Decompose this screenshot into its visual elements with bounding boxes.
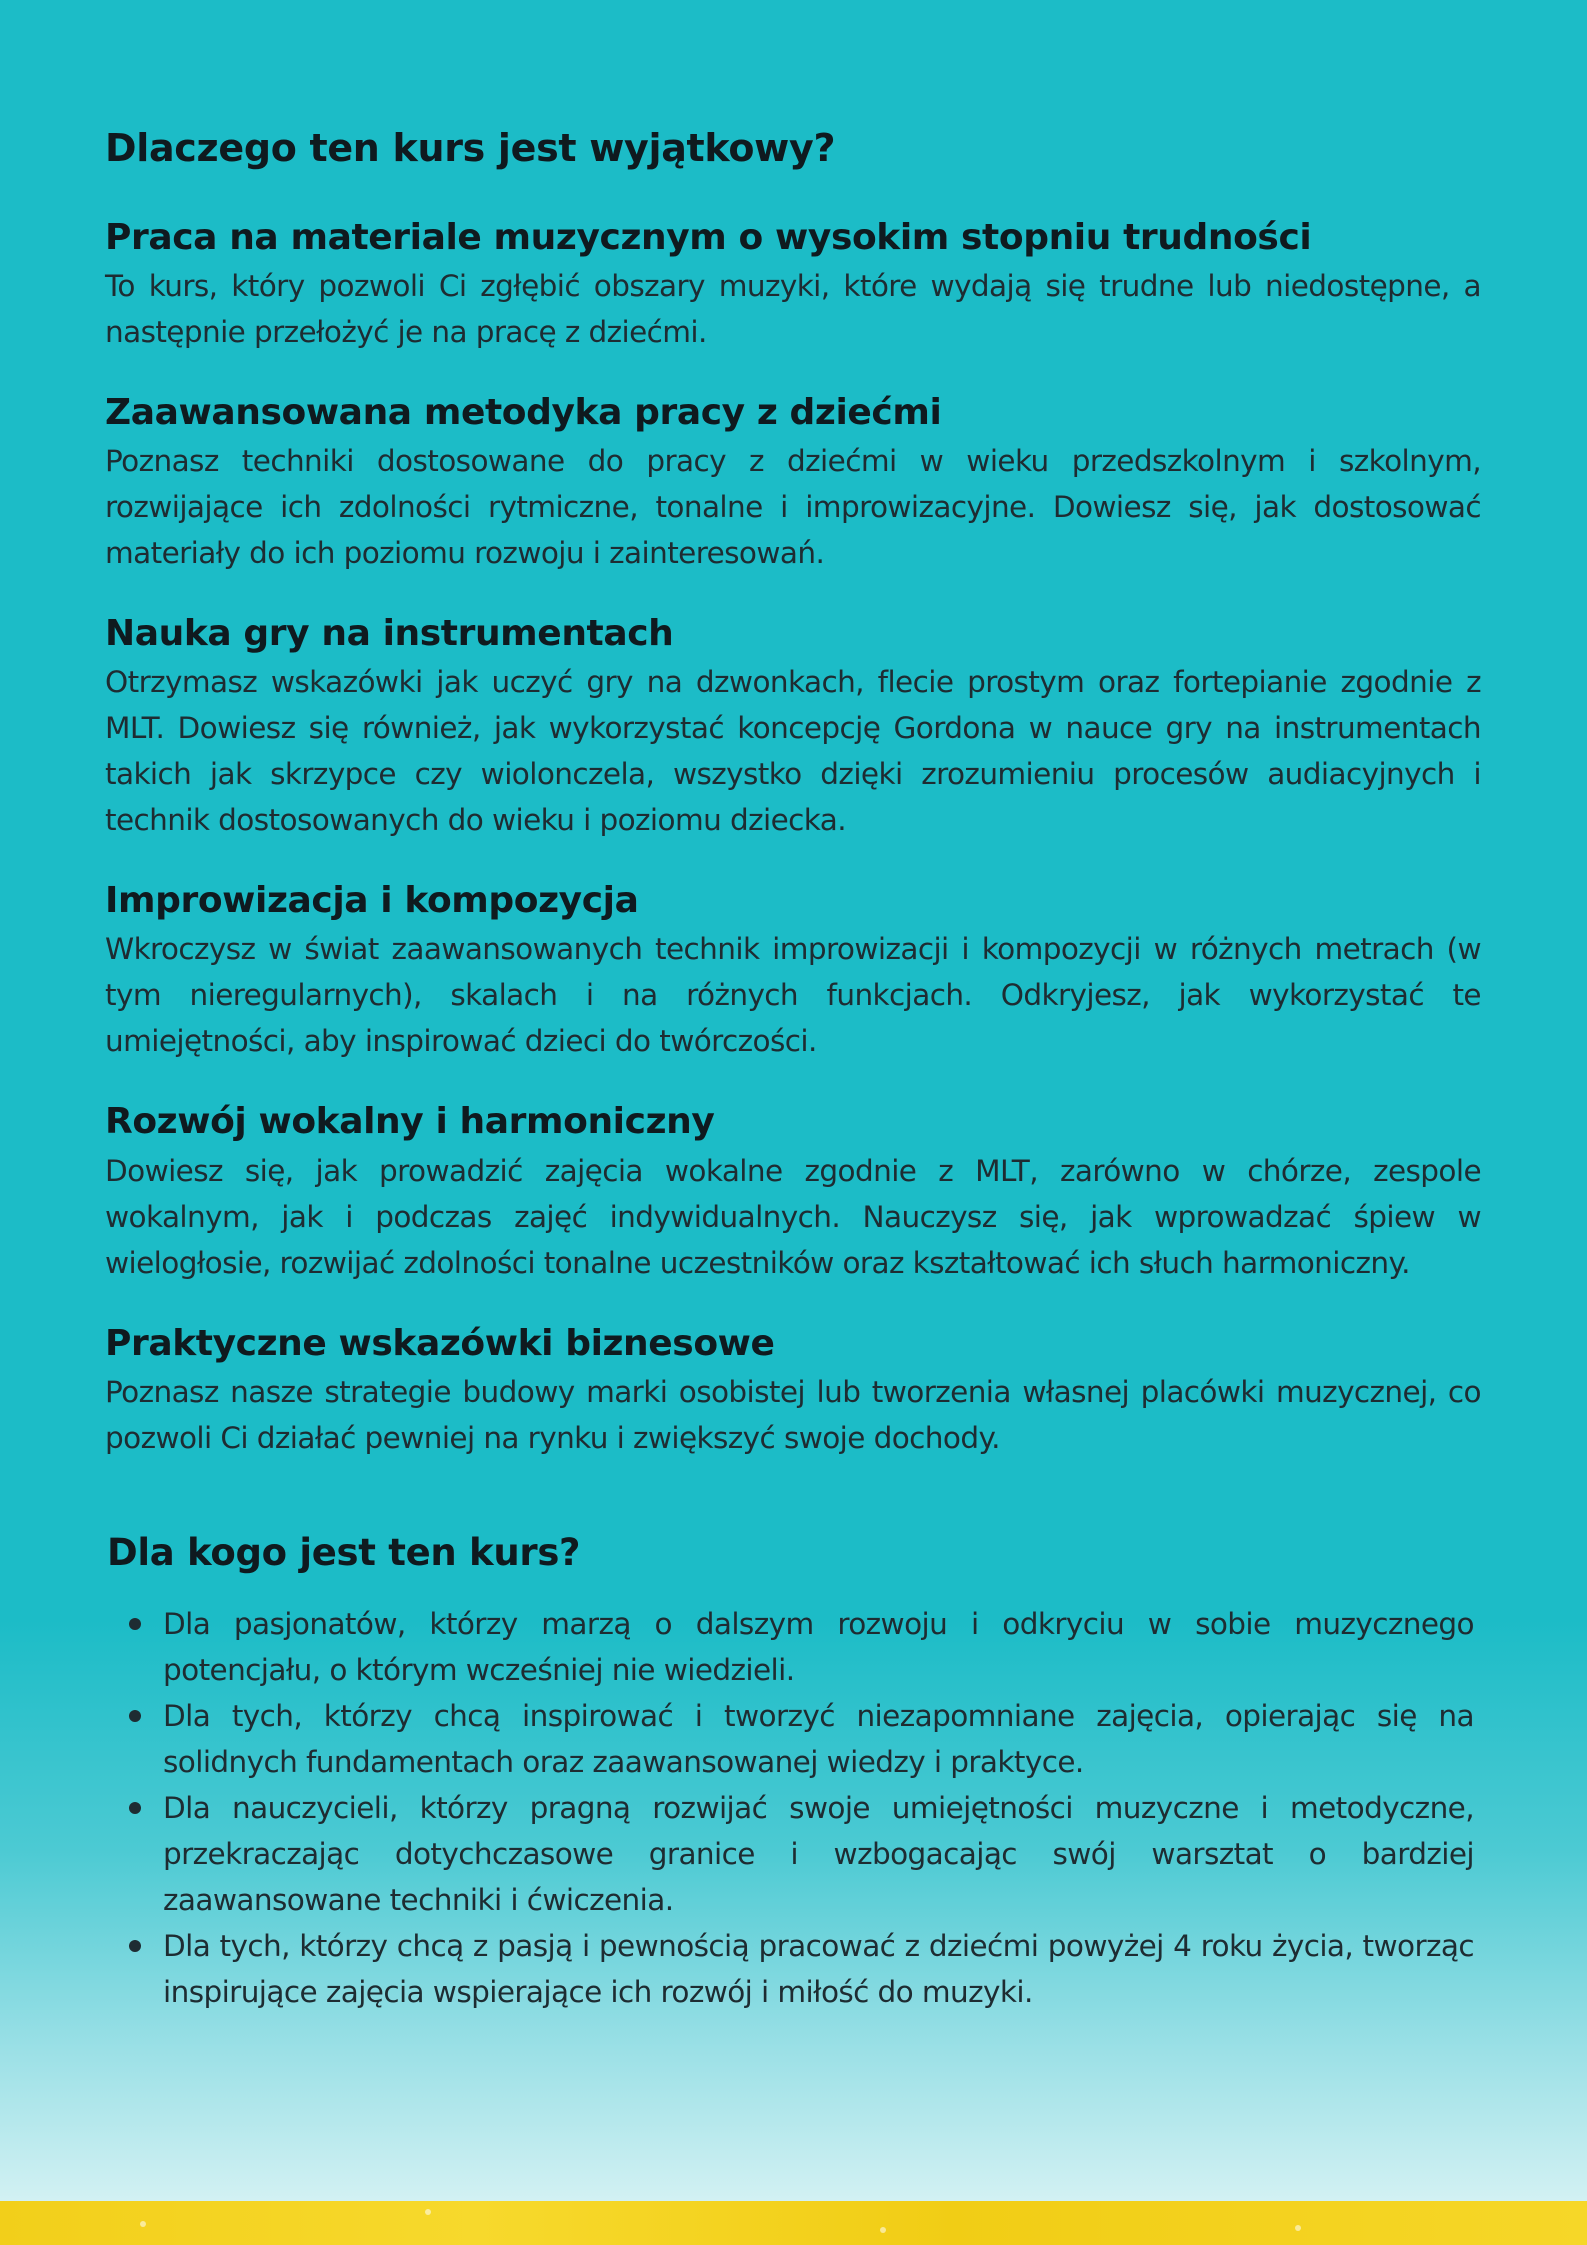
list-item-text: Dla nauczycieli, którzy pragną rozwijać swoje umiejętności muzyczne i metodyczne, przekraczając dotychczasowe granice i wzbogacając swój warsztat o bardziej zaawansowane techniki i ćwiczenia. (163, 1791, 1474, 1918)
feature-section (105, 879, 1481, 1064)
bullet-icon (129, 1802, 141, 1814)
feature-heading: Praca na materiale muzycznym o wysokim stopniu trudności (105, 216, 1312, 258)
feature-heading: Praktyczne wskazówki biznesowe (105, 1322, 775, 1364)
list-item (163, 1693, 1474, 1785)
feature-text: To kurs, który pozwoli Ci zgłębić obszary muzyki, które wydają się trudne lub niedostępne, a następnie przełożyć je na pracę z dziećmi. (105, 268, 1481, 349)
list-item (163, 1923, 1474, 2015)
bullet-icon (129, 1940, 141, 1952)
feature-text: Dowiesz się, jak prowadzić zajęcia wokalne zgodnie z MLT, zarówno w chórze, zespole wokalnym, jak i podczas zajęć indywidualnych. Nauczysz się, jak wprowadzać śpiew w wielogłosie, rozwijać zdolności tonalne uczestników oraz kształtować ich słuch harmoniczny. (105, 1153, 1481, 1280)
feature-text: Poznasz techniki dostosowane do pracy z dziećmi w wieku przedszkolnym i szkolnym, rozwijające ich zdolności rytmiczne, tonalne i improwizacyjne. Dowiesz się, jak dostosować materiały do ich poziomu rozwoju i zainteresowań. (105, 443, 1481, 570)
bullet-icon (129, 1710, 141, 1722)
list-item (163, 1785, 1474, 1923)
audience-list (105, 1601, 1481, 2015)
list-item-text: Dla pasjonatów, którzy marzą o dalszym rozwoju i odkryciu w sobie muzycznego potencjału, o którym wcześniej nie wiedzieli. (163, 1607, 1474, 1688)
feature-section (105, 612, 1481, 843)
feature-text: Wkroczysz w świat zaawansowanych technik improwizacji i kompozycji w różnych metrach (w tym nieregularnych), skalach i na różnych funkcjach. Odkryjesz, jak wykorzystać te umiejętności, aby inspirować dzieci do twórczości. (105, 932, 1481, 1059)
sparkle-decoration (425, 2209, 431, 2215)
feature-heading: Rozwój wokalny i harmoniczny (105, 1101, 715, 1143)
feature-section (105, 1322, 1481, 1461)
feature-heading: Nauka gry na instrumentach (105, 612, 674, 654)
feature-section (105, 391, 1481, 576)
feature-heading: Zaawansowana metodyka pracy z dziećmi (105, 391, 942, 433)
sparkle-decoration (880, 2227, 886, 2233)
bullet-icon (129, 1618, 141, 1630)
page-content (105, 126, 1481, 2015)
audience-title: Dla kogo jest ten kurs? (107, 1530, 581, 1574)
feature-section (105, 216, 1481, 355)
sparkle-decoration (140, 2221, 146, 2227)
list-item (163, 1601, 1474, 1693)
feature-text: Poznasz nasze strategie budowy marki osobistej lub tworzenia własnej placówki muzycznej, co pozwoli Ci działać pewniej na rynku i zwiększyć swoje dochody. (105, 1374, 1481, 1455)
list-item-text: Dla tych, którzy chcą z pasją i pewnością pracować z dziećmi powyżej 4 roku życia, tworząc inspirujące zajęcia wspierające ich rozwój i miłość do muzyki. (163, 1929, 1474, 2010)
sparkle-decoration (1295, 2225, 1301, 2231)
feature-text: Otrzymasz wskazówki jak uczyć gry na dzwonkach, flecie prostym oraz fortepianie zgodnie z MLT. Dowiesz się również, jak wykorzystać koncepcję Gordona w nauce gry na instrumentach takich jak skrzypce czy wiolonczela, wszystko dzięki zrozumieniu procesów audiacyjnych i technik dostosowanych do wieku i poziomu dziecka. (105, 665, 1481, 838)
audience-section (105, 1531, 1481, 2015)
footer-band (0, 2201, 1587, 2245)
list-item-text: Dla tych, którzy chcą inspirować i tworzyć niezapomniane zajęcia, opierając się na solidnych fundamentach oraz zaawansowanej wiedzy i praktyce. (163, 1699, 1474, 1780)
feature-heading: Improwizacja i kompozycja (105, 880, 639, 922)
page-title: Dlaczego ten kurs jest wyjątkowy? (105, 126, 836, 170)
feature-section (105, 1100, 1481, 1285)
